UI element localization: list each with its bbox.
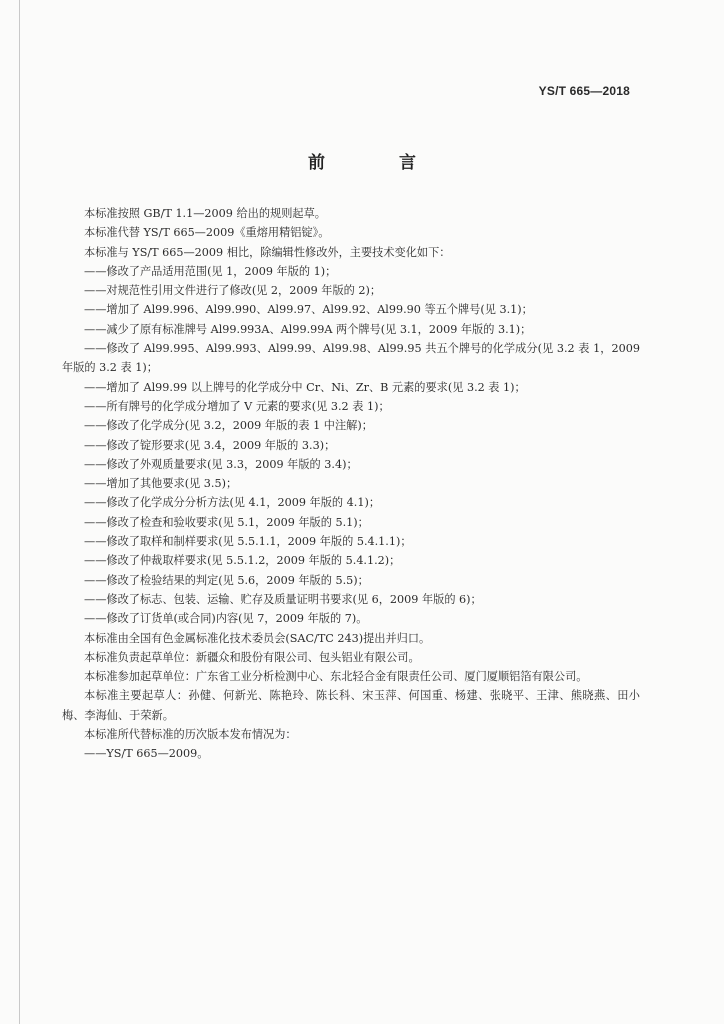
change-item: ——减少了原有标准牌号 Al99.993A、Al99.99A 两个牌号(见 3.1，2009 年版的 3.1)； — [84, 322, 532, 336]
standard-code-header: YS/T 665—2018 — [538, 84, 630, 98]
change-item: ——增加了 Al99.996、Al99.990、Al99.97、Al99.92、Al99.90 等五个牌号(见 3.1)； — [84, 303, 533, 317]
paragraph-participating-drafters: 本标准参加起草单位：广东省工业分析检测中心、东北轻合金有限责任公司、厦门厦顺铝箔有限公司。 — [84, 670, 588, 684]
change-item: ——增加了其他要求(见 3.5)； — [84, 477, 238, 491]
paragraph-responsible-drafter: 本标准负责起草单位：新疆众和股份有限公司、包头铝业有限公司。 — [84, 650, 420, 664]
history-item: ——YS/T 665—2009。 — [84, 747, 209, 761]
change-item: ——修改了化学成分分析方法(见 4.1，2009 年版的 4.1)； — [84, 496, 381, 510]
change-item: ——修改了订货单(或合同)内容(见 7，2009 年版的 7)。 — [84, 612, 368, 626]
change-item: ——修改了 Al99.995、Al99.993、Al99.99、Al99.98、Al99.95 共五个牌号的化学成分(见 3.2 表 1，2009 年版的 3.2 表 1)； — [62, 342, 640, 375]
page-title: 前 言 — [308, 153, 450, 173]
change-item: ——修改了外观质量要求(见 3.3，2009 年版的 3.4)； — [84, 457, 358, 471]
change-item: ——修改了锭形要求(见 3.4，2009 年版的 3.3)； — [84, 438, 336, 452]
change-item: ——修改了标志、包装、运输、贮存及质量证明书要求(见 6，2009 年版的 6)； — [84, 592, 482, 606]
change-item: ——修改了检查和验收要求(见 5.1，2009 年版的 5.1)； — [84, 515, 369, 529]
change-item: ——修改了检验结果的判定(见 5.6，2009 年版的 5.5)； — [84, 573, 369, 587]
paragraph-main-drafters: 本标准主要起草人：孙健、何新光、陈艳玲、陈长科、宋玉萍、何国重、杨建、张晓平、王津、熊晓燕、田小梅、李海仙、于荣新。 — [62, 689, 640, 722]
change-item: ——对规范性引用文件进行了修改(见 2，2009 年版的 2)； — [84, 284, 382, 298]
paragraph-history-intro: 本标准所代替标准的历次版本发布情况为： — [84, 728, 297, 742]
paragraph-changes-intro: 本标准与 YS/T 665—2009 相比，除编辑性修改外，主要技术变化如下： — [84, 245, 451, 259]
change-item: ——所有牌号的化学成分增加了 V 元素的要求(见 3.2 表 1)； — [84, 399, 390, 413]
paragraph-proposed-by: 本标准由全国有色金属标准化技术委员会(SAC/TC 243)提出并归口。 — [84, 631, 431, 645]
change-item: ——修改了产品适用范围(见 1，2009 年版的 1)； — [84, 264, 337, 278]
paragraph-replaces: 本标准代替 YS/T 665—2009《重熔用精铝锭》。 — [84, 226, 330, 240]
foreword-body — [62, 204, 640, 764]
change-item: ——增加了 Al99.99 以上牌号的化学成分中 Cr、Ni、Zr、B 元素的要求(见 3.2 表 1)； — [84, 380, 526, 394]
change-item: ——修改了仲裁取样要求(见 5.5.1.2，2009 年版的 5.4.1.2)； — [84, 554, 401, 568]
change-item: ——修改了取样和制样要求(见 5.5.1.1，2009 年版的 5.4.1.1)； — [84, 535, 412, 549]
change-item: ——修改了化学成分(见 3.2，2009 年版的表 1 中注解)； — [84, 419, 373, 433]
paragraph-drafting-rules: 本标准按照 GB/T 1.1—2009 给出的规则起草。 — [84, 207, 326, 220]
